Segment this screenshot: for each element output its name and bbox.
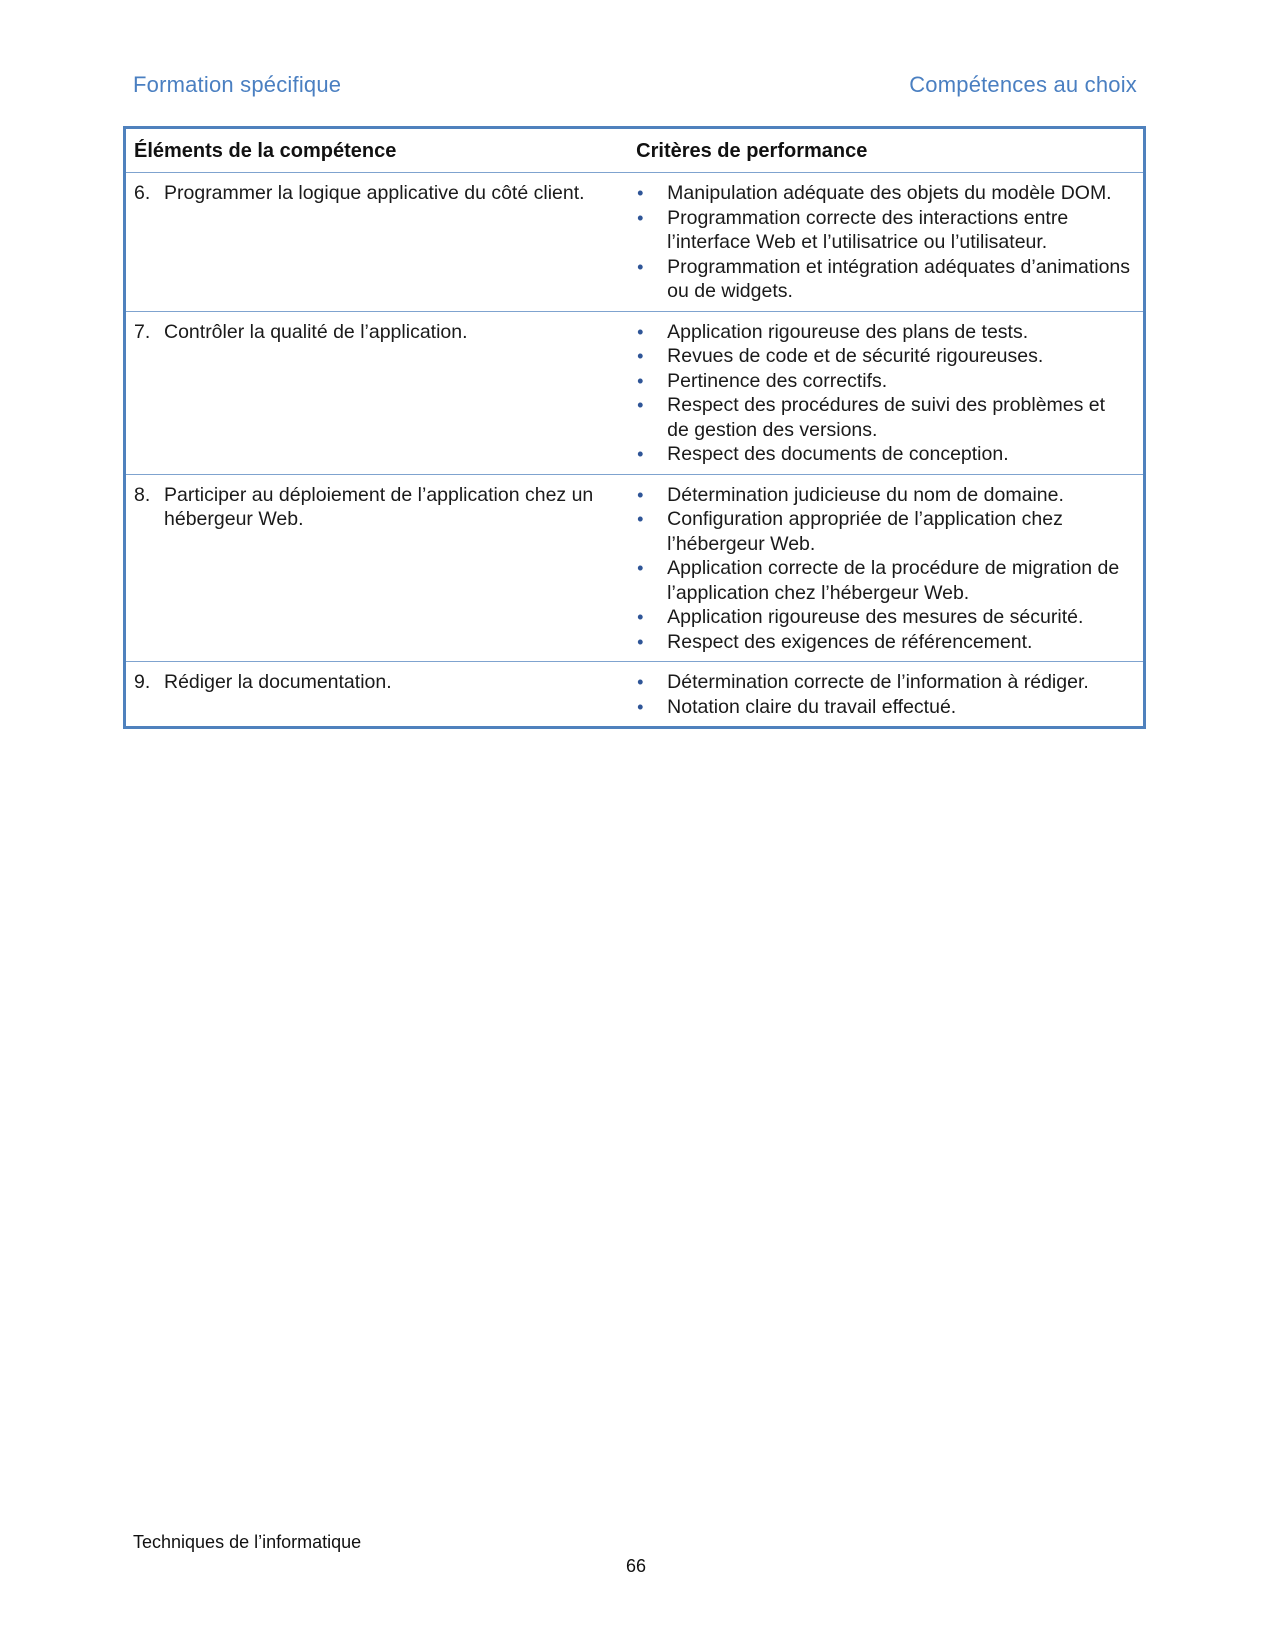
element-number: 8. <box>134 483 151 506</box>
criteria-text: Pertinence des correctifs. <box>667 369 888 392</box>
criteria-cell <box>628 311 1144 474</box>
criteria-text: Application correcte de la procédure de migration de l’application chez l’hébergeur Web. <box>667 557 1120 604</box>
criteria-text: Revues de code et de sécurité rigoureuses. <box>667 345 1044 367</box>
criteria-item <box>636 255 1135 304</box>
bullet-icon: • <box>637 395 644 415</box>
criteria-text: Application rigoureuse des mesures de sécurité. <box>667 606 1084 628</box>
footer-program-title: Techniques de l’informatique <box>133 1532 362 1552</box>
criteria-item <box>636 393 1135 442</box>
criteria-item <box>636 483 1135 508</box>
bullet-icon: • <box>637 256 644 277</box>
element-cell <box>125 173 629 312</box>
element-text: Contrôler la qualité de l’application. <box>164 320 468 343</box>
criteria-item <box>636 181 1135 206</box>
table-header-row <box>125 128 1145 173</box>
bullet-icon: • <box>637 558 644 578</box>
element-text: Programmer la logique applicative du côté client. <box>164 182 585 204</box>
bullet-icon: • <box>637 346 644 366</box>
table-row <box>125 474 1145 662</box>
page-number: 66 <box>626 1556 647 1576</box>
criteria-cell <box>628 173 1144 312</box>
criteria-text: Manipulation adéquate des objets du modèle DOM. <box>667 182 1112 204</box>
criteria-item <box>636 670 1135 695</box>
criteria-item <box>636 206 1135 255</box>
criteria-list <box>636 320 1135 467</box>
bullet-icon: • <box>637 370 644 391</box>
element-number: 6. <box>134 182 151 204</box>
criteria-item <box>636 695 1135 720</box>
element-cell <box>125 474 629 662</box>
header-section-title: Formation spécifique <box>133 72 342 97</box>
criteria-text: Programmation correcte des interactions entre l’interface Web et l’utilisatrice ou l’utilisateur. <box>667 206 1069 253</box>
criteria-item <box>636 442 1135 467</box>
criteria-list <box>636 670 1135 719</box>
criteria-text: Programmation et intégration adéquates d’animations ou de widgets. <box>667 255 1131 302</box>
bullet-icon: • <box>637 484 644 505</box>
element-text: Rédiger la documentation. <box>164 671 392 693</box>
element-cell <box>125 311 629 474</box>
criteria-text: Respect des documents de conception. <box>667 443 1009 465</box>
bullet-icon: • <box>637 607 644 627</box>
criteria-text: Respect des procédures de suivi des problèmes et de gestion des versions. <box>667 394 1106 441</box>
criteria-item <box>636 630 1135 655</box>
bullet-icon: • <box>637 509 644 529</box>
bullet-icon: • <box>637 672 644 692</box>
column-header-criteria: Critères de performance <box>628 128 1144 173</box>
header-chapter-title: Compétences au choix <box>909 72 1137 97</box>
bullet-icon: • <box>637 696 644 717</box>
criteria-text: Détermination judicieuse du nom de domaine. <box>667 483 1064 506</box>
element-cell <box>125 662 629 728</box>
criteria-text: Détermination correcte de l’information à rédiger. <box>667 671 1089 693</box>
bullet-icon: • <box>637 321 644 342</box>
criteria-item <box>636 344 1135 369</box>
table-row <box>125 311 1145 474</box>
criteria-cell <box>628 474 1144 662</box>
element-number: 9. <box>134 671 151 693</box>
criteria-item <box>636 556 1135 605</box>
table-row <box>125 662 1145 728</box>
criteria-item <box>636 369 1135 394</box>
criteria-item <box>636 507 1135 556</box>
criteria-text: Notation claire du travail effectué. <box>667 695 957 718</box>
column-header-elements: Éléments de la compétence <box>125 128 629 173</box>
bullet-icon: • <box>637 444 644 464</box>
criteria-text: Application rigoureuse des plans de tests. <box>667 320 1029 343</box>
bullet-icon: • <box>637 631 644 652</box>
element-number: 7. <box>134 320 151 343</box>
criteria-item <box>636 605 1135 630</box>
table-row <box>125 173 1145 312</box>
element-text: Participer au déploiement de l’application chez un hébergeur Web. <box>164 483 594 530</box>
criteria-cell <box>628 662 1144 728</box>
competence-table <box>123 126 1146 729</box>
criteria-list <box>636 181 1135 304</box>
criteria-item <box>636 320 1135 345</box>
bullet-icon: • <box>637 207 644 228</box>
bullet-icon: • <box>637 183 644 203</box>
criteria-list <box>636 483 1135 655</box>
criteria-text: Respect des exigences de référencement. <box>667 630 1033 653</box>
criteria-text: Configuration appropriée de l’application chez l’hébergeur Web. <box>667 508 1063 555</box>
